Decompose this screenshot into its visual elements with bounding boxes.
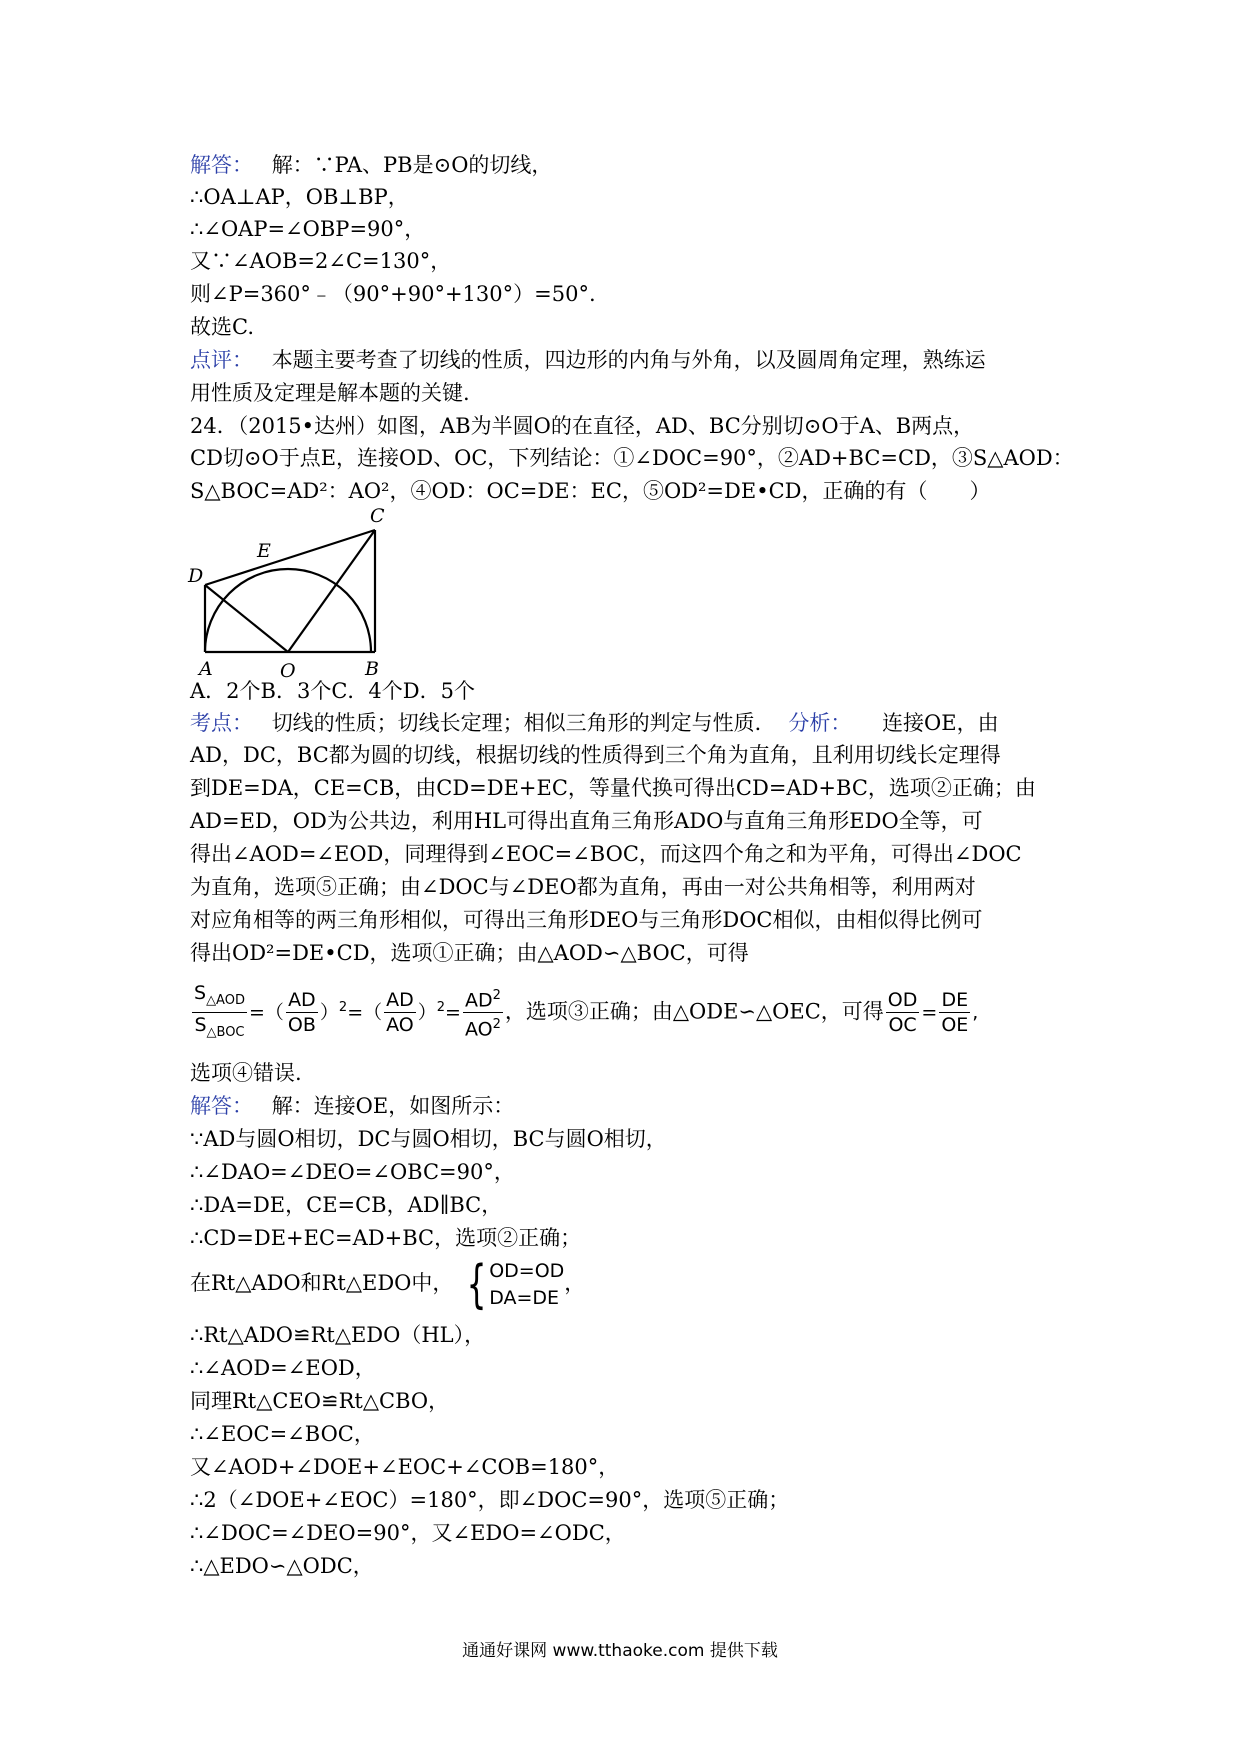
solution-line — [190, 150, 1070, 180]
condition-line: DA=DE — [489, 1286, 560, 1309]
fenxi-label: 分析： — [788, 711, 852, 735]
analysis-line — [190, 708, 1070, 738]
solution-line: 故选C. — [190, 315, 254, 339]
solution-line: ∴∠DAO=∠DEO=∠OBC=90°， — [190, 1160, 515, 1184]
review-line: 用性质及定理是解本题的关键. — [190, 381, 470, 405]
fenxi-text: 连接OE，由 — [882, 711, 999, 735]
solution-text: 在Rt△ADO和Rt△EDO中， — [190, 1271, 454, 1295]
solution-line: ∴Rt△ADO≌Rt△EDO（HL）， — [190, 1323, 486, 1347]
label-O: O — [280, 660, 296, 680]
analysis-line: 为直角，选项⑤正确；由∠DOC与∠DEO都为直角，再由一对公共角相等，利用两对 — [190, 875, 976, 899]
solution-text: 解：∵PA、PB是⊙O的切线， — [271, 153, 553, 177]
review-text: 本题主要考查了切线的性质，四边形的内角与外角，以及圆周角定理，熟练运 — [271, 348, 986, 372]
solution-line: 又∵∠AOB=2∠C=130°， — [190, 249, 452, 273]
solution-line: ∴△EDO∽△ODC， — [190, 1554, 374, 1578]
page-footer: 通通好课网 www.tthaoke.com 提供下载 — [462, 1641, 778, 1661]
semicircle-arc — [205, 569, 371, 652]
analysis-line: AD=ED，OD为公共边，利用HL可得出直角三角形ADO与直角三角形EDO全等，可 — [190, 809, 983, 833]
solution-line: ∴∠AOD=∠EOD， — [190, 1356, 376, 1380]
analysis-line: 得出OD²=DE•CD，选项①正确；由△AOD∽△BOC，可得 — [190, 941, 749, 965]
solution-line: ∴∠OAP=∠OBP=90°， — [190, 217, 426, 241]
review-line — [190, 345, 1070, 375]
solution-line: 在Rt△ADO和Rt△EDO中， { OD=OD DA=DE ， — [190, 1254, 586, 1315]
analysis-line: 到DE=DA，CE=CB，由CD=DE+EC，等量代换可得出CD=AD+BC，选项②正确；由 — [190, 776, 1036, 800]
fraction: $\frac{AD}{AO}$ — [386, 989, 414, 1037]
fraction: $\frac{OD}{OC}$ — [887, 989, 918, 1037]
answer-options: A．2个B．3个C．4个D．5个 — [190, 679, 475, 703]
review-label: 点评： — [190, 348, 253, 372]
condition-line: OD=OD — [489, 1259, 565, 1282]
fraction: $\frac{AD^2}{AO^2}$ — [463, 984, 503, 1042]
analysis-line: 选项④错误. — [190, 1061, 302, 1085]
segment-OC — [288, 530, 375, 652]
solution-line: ∴2（∠DOE+∠EOC）=180°，即∠DOC=90°，选项⑤正确； — [190, 1488, 790, 1512]
solution-label: 解答： — [190, 1094, 253, 1118]
condition-system: { OD=OD DA=DE — [466, 1254, 565, 1315]
solution-line: ∴CD=DE+EC=AD+BC，选项②正确； — [190, 1226, 582, 1250]
question-line: CD切⊙O于点E，连接OD、OC，下列结论：①∠DOC=90°，②AD+BC=CD，③S△AOD： — [190, 446, 1074, 470]
analysis-line: AD，DC，BC都为圆的切线，根据切线的性质得到三个角为直角，且利用切线长定理得 — [190, 743, 1001, 767]
question-line: S△BOC=AD²：AO²，④OD：OC=DE：EC，⑤OD²=DE•CD，正确的有（ ） — [190, 479, 991, 503]
solution-line: 同理Rt△CEO≌Rt△CBO， — [190, 1389, 450, 1413]
solution-line: ∴OA⊥AP，OB⊥BP， — [190, 185, 409, 209]
label-A: A — [199, 658, 213, 680]
ratio-formula: $\frac{S_{\triangle AOD}}{S_{\triangle BOC}}$ =（ $\frac{AD}{OB}$ ）$^2$=（ $\frac{AD}{AO}$ ）$^2$= $\frac{AD^2}{AO^2}$ ，选项③正确；由△ODE∽△OEC，可得 $\frac{OD}{OC}$ = $\frac{DE}{OE}$ , — [190, 978, 1070, 1045]
solution-line: ∵AD与圆O相切，DC与圆O相切，BC与圆O相切， — [190, 1127, 667, 1151]
label-B: B — [365, 658, 379, 680]
label-C: C — [370, 505, 385, 527]
solution-line — [190, 1091, 1070, 1121]
solution-line: 又∠AOD+∠DOE+∠EOC+∠COB=180°， — [190, 1455, 620, 1479]
fraction: $\frac{S_{\triangle AOD}}{S_{\triangle BOC}}$ — [194, 981, 245, 1041]
formula-text: ，选项③正确；由△ODE∽△OEC，可得 — [504, 999, 884, 1024]
segment-OD — [205, 585, 288, 652]
kaodian-text: 切线的性质；切线长定理；相似三角形的判定与性质． — [271, 711, 776, 735]
solution-line: ∴∠DOC=∠DEO=90°，又∠EDO=∠ODC， — [190, 1521, 626, 1545]
solution-text: 解：连接OE，如图所示： — [271, 1094, 515, 1118]
segment-DC — [205, 530, 375, 585]
label-D: D — [188, 565, 204, 587]
solution-line: ∴∠EOC=∠BOC， — [190, 1422, 375, 1446]
analysis-line: 得出∠AOD=∠EOD，同理得到∠EOC=∠BOC，而这四个角之和为平角，可得出∠DOC — [190, 842, 1022, 866]
analysis-line: 对应角相等的两三角形相似，可得出三角形DEO与三角形DOC相似，由相似得比例可 — [190, 908, 983, 932]
geometry-figure — [185, 500, 405, 680]
solution-label: 解答： — [190, 153, 253, 177]
solution-line: 则∠P=360°﹣（90°+90°+130°）=50°. — [190, 282, 596, 306]
question-line: 24．（2015•达州）如图，AB为半圆O的在直径，AD、BC分别切⊙O于A、B两点， — [190, 414, 975, 438]
fraction: $\frac{AD}{OB}$ — [287, 989, 316, 1037]
kaodian-label: 考点： — [190, 711, 253, 735]
solution-line: ∴DA=DE，CE=CB，AD∥BC， — [190, 1193, 503, 1217]
fraction: $\frac{DE}{OE}$ — [941, 989, 969, 1037]
label-E: E — [257, 540, 271, 562]
